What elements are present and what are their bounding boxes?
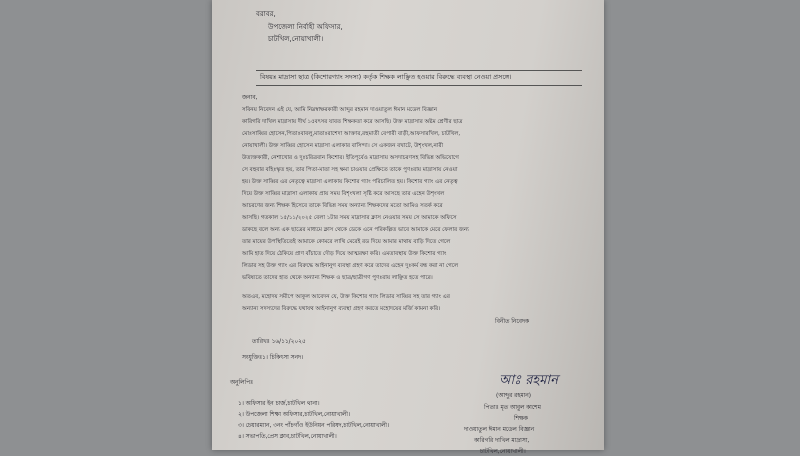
closing-line: অন্যান্য সদস্যদের বিরুদ্ধে যথাযথ আইনানুগ ব্যবস্থা গ্রহণ করতে মহোদয়ের মর্জি কামনা করি। (242, 306, 441, 312)
body-line: আসছি। গতকাল ১৫/১১/২০২৫ বেলা ১টার সময় মাদ্রাসার ক্লাস নেওয়ার সময় সে আমাকে অফিসে (242, 215, 457, 221)
body-line: আমি হাত দিয়ে ঠেকিয়ে প্রাণ বাঁচাতে দৌড় দিয়ে আত্মরক্ষা করি। এমতাবস্থায় উক্ত কিশোর গ্যাং (242, 251, 447, 257)
salutation-to: বরাবর, (256, 10, 276, 18)
signature-closing: বিনীত নিবেদক (495, 319, 529, 325)
body-line: তার মায়ের উপস্থিতিতেই আমাকে কোমরে লাথি মেরেই রড দিয়ে আমার মাথায় বাড়ি দিতে গেলে (242, 239, 451, 245)
body-line: হয়। উক্ত সাব্বির এর নেতৃত্বে মাদ্রাসা এলাকায় কিশোর গ্যাং পরিচালিত হয়। কিশোর গ্যাং এর নেতৃত্ব (242, 179, 458, 185)
letter-date: তারিখঃ ১৬/১১/২০২৫ (252, 339, 306, 345)
signature-institution-1: দাওয়াতুল ঈমান মডেল বিজ্ঞান (464, 427, 535, 433)
body-line: কারিগরি দাখিল মাদ্রাসায় দীর্ঘ ১৫বৎসর যাবত শিক্ষকতা করে আসছি। উক্ত মাদ্রাসার অষ্টম শ্রেণীর ছাত্র (242, 119, 463, 125)
letter-greeting: জনাব, (242, 95, 258, 101)
body-line: মোঃসাব্বির হোসেন,পিতাঃবাবলু,মাতাঃরাশেদা আক্তার,রহুমাতী বেপারী বাড়ী,আফসারখিল, চাটখিল, (242, 131, 461, 137)
copies-item: ৪। সভাপতি,প্রেস ক্লাব,চাটখিল,নোয়াখালী। (238, 434, 337, 440)
recipient-place: চাটখিল,নোয়াখালী। (268, 35, 324, 43)
body-line: উত্যক্তকারী, নেশাখোর ও দুঃচরিত্রবান কিশোর। ইতিপূর্বেও মাদ্রাসায় অসদাচরণসহ বিভিন্ন অভিযোগে (242, 155, 459, 161)
body-line: ডাকছে বলে অন্য এক ছাত্রের মাধ্যমে ক্লাস থেকে ডেকে এনে পরিকল্পিত ভাবে আমাকে মেরে ফেলার জন্য (242, 227, 469, 233)
copies-label: অনুলিপিঃ (230, 380, 254, 386)
body-line: সবিনয় নিবেদন এই যে, আমি নিম্নস্বাক্ষরকারী আব্দুর রহমান দাওয়াতুল ঈমান মডেল বিজ্ঞান (242, 107, 438, 113)
body-line: ভবিষ্যতে তাদের হাত থেকে অন্যান্য শিক্ষক ও ছাত্র/ছাত্রীগণ পুণঃরায় লাঞ্ছিত হতে পারে। (242, 275, 433, 281)
body-line: আচরণের জন্য শিক্ষক হিসেবে তাকে বিভিন্ন সময় অন্যান্য শিক্ষকদের মতো আমিও সতর্ক করে (242, 203, 443, 209)
signature-scrawl: আঃ রহমান (499, 373, 558, 388)
signature-father: পিতাঃ মৃত আবুল কাশেম (484, 405, 541, 411)
body-line: সে বহুবার বহিঃস্কৃত হয়, তার পিতা-মাতা সহ ক্ষমা চাওয়ার প্রেক্ষিতে তাকে পুণঃরায় মাদ্রাসায় নেওয়া (242, 167, 458, 173)
copies-item: ২। উপজেলা শিক্ষা অফিসার,চাটখিল,নোয়াখালী। (238, 412, 350, 418)
body-line: নোয়াখালী। উক্ত সাব্বির হোসেন মাদ্রাসা এলাকার বাসিন্দা। সে একজন বখাটে, উশৃংখল,নারী (242, 143, 444, 149)
signature-name: (আব্দুর রহমান) (496, 393, 531, 399)
signature-role: শিক্ষক (514, 416, 528, 422)
closing-line: অতএব, মহোদয় সমীপে আকুল আবেদন যে, উক্ত কিশোর গ্যাং লিডার সাব্বির সহ তার গ্যাং এর (242, 294, 450, 300)
signature-institution-3: চাটখিল,নোয়াখালী। (480, 449, 526, 455)
signature-institution-2: কারিগরি দাখিল মাদ্রাসা, (474, 438, 530, 444)
copies-item: ১। অফিসার ইন চার্জ,চাটখিল থানা। (238, 401, 320, 407)
copies-item: ৩। চেয়ারম্যান, ৩নং পাঁচগাঁও ইউনিয়ন পরিষদ,চাটখিল,নোয়াখালী। (238, 423, 390, 429)
letter-subject: বিষয়ঃ মাদ্রাসা ছাত্র (কিশোরগ্যাং সদস্য) কর্তৃক শিক্ষক লাঞ্ছিত হওয়ার বিরুদ্ধে ব্যবস্থা নেওয়া প্রসঙ্গে। (260, 73, 512, 81)
letter-attachment: সংযুক্তিঃ১। চিকিৎসা সনদ। (242, 355, 304, 361)
body-line: লিডার সহ উক্ত গ্যাং এর বিরুদ্ধে আইনানুগ ব্যবস্থা গ্রহণ করে তাদের এহেন দুঃকর্ম বন্ধ করা না গেলে (242, 263, 459, 269)
body-line: দিয়ে উক্ত সাব্বির মাদ্রাসা এলাকায় প্রায় সময় বিশৃংখলা সৃষ্টি করে আসছে তার এহেন উশৃংখল (242, 191, 445, 197)
letter-paper (212, 0, 604, 455)
recipient-title: উপজেলা নির্বাহী অফিসার, (268, 23, 343, 31)
